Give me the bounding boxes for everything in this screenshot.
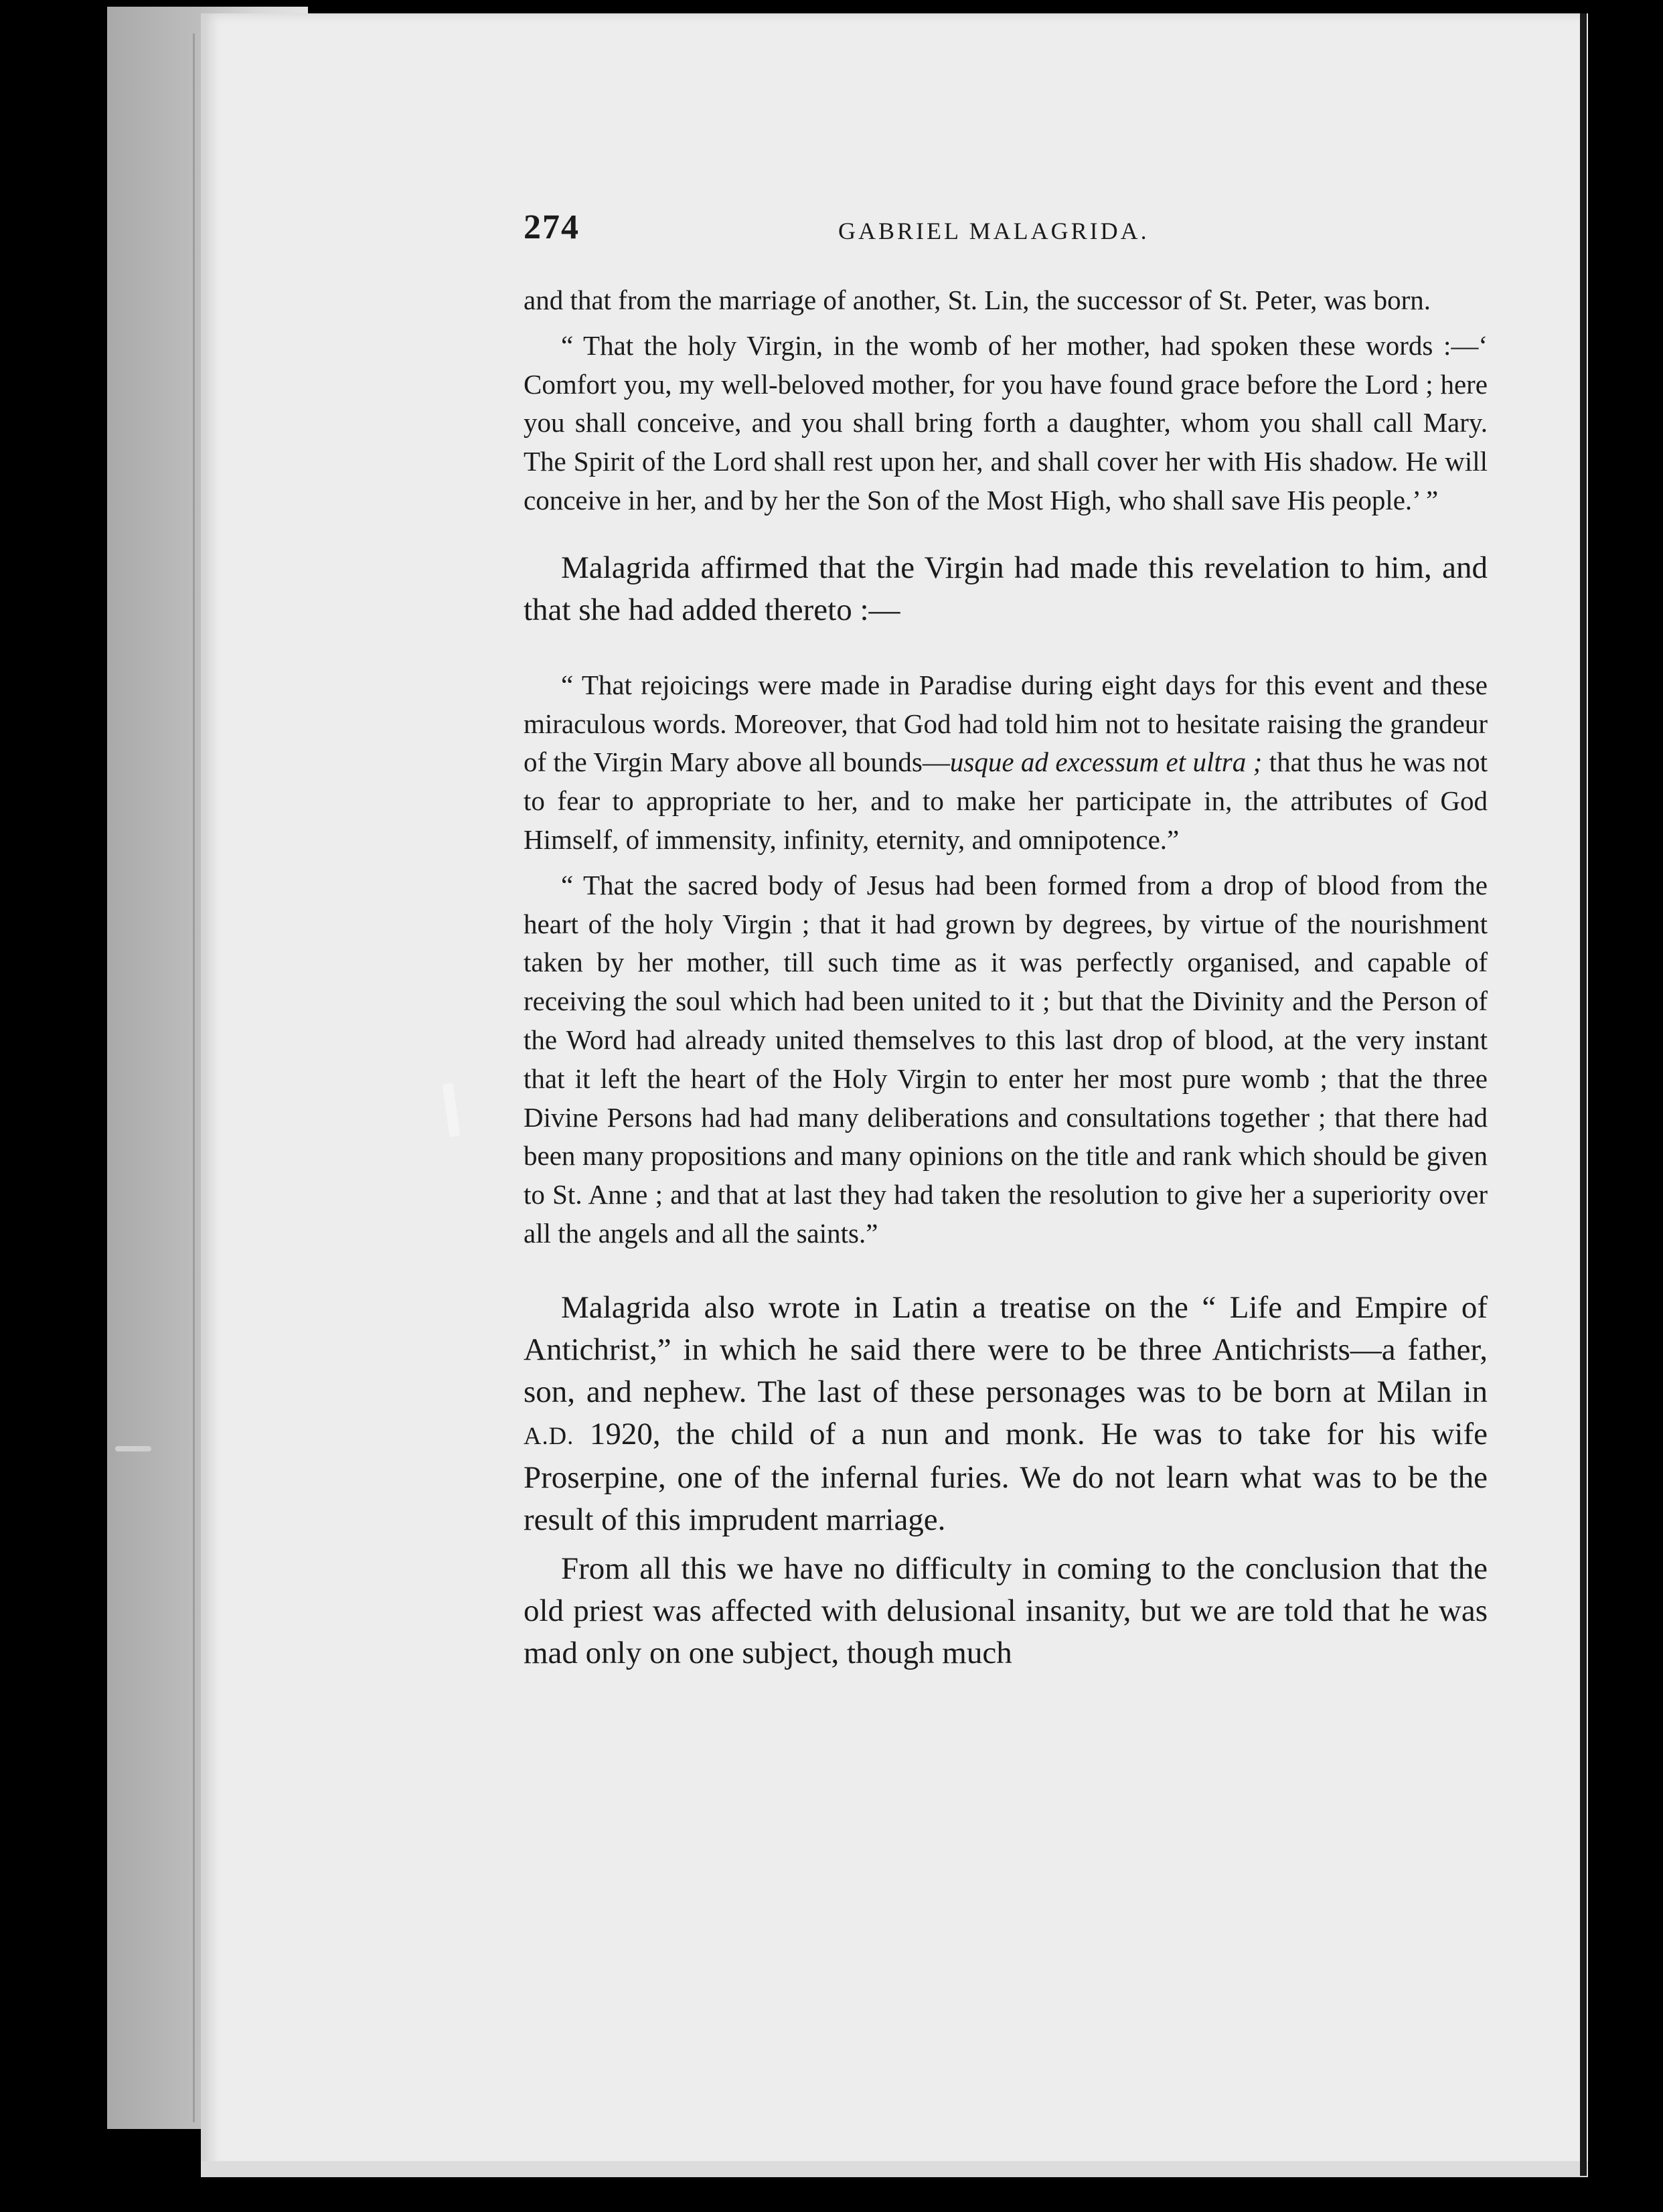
quote-text: that thus he was not to fear to appropriate to her, and to make her participate in, the attributes of God Himself, of immensity, infinity, eternity, and omnipotence.”	[524, 746, 1488, 855]
paragraph-text: Malagrida also wrote in Latin a treatise on the “ Life and Empire of Antichrist,” in which he said there were to be three Antichrists—a father, son, and nephew. The last of these personages was to be born at Milan in	[524, 1289, 1488, 1409]
page-right-shadow	[1580, 13, 1587, 2176]
quote-paragraph: “ That the holy Virgin, in the womb of her mother, had spoken these words :—‘ Comfort you, my well-beloved mother, for you have found grace before the Lord ; here you shall conceive, and you shall bring forth a daughter, whom you shall call Mary. The Spirit of the Lord shall rest upon her, and shall cover her with His shadow. He will conceive in her, and by her the Son of the Most High, who shall save His people.’ ”	[524, 329, 1488, 516]
paragraph	[524, 1287, 1488, 1541]
latin-phrase: usque ad excessum et ultra ;	[949, 746, 1263, 778]
paragraph: From all this we have no difficulty in coming to the conclusion that the old priest was affected with delusional insanity, but we are told that he was mad only on one subject, though much	[524, 1551, 1488, 1670]
page-edge-line	[193, 33, 195, 2122]
quote-text: “ That rejoicings were made in Paradise during eight days for this event and these miraculous words. Moreover, that God had told him not to hesitate raising the grandeur of the Virgin Mary above all bounds—	[524, 669, 1488, 778]
paragraph-continuation: and that from the marriage of another, St. Lin, the successor of St. Peter, was born.	[524, 285, 1431, 315]
quote-paragraph	[524, 666, 1488, 860]
page-number: 274	[524, 208, 580, 246]
quote-paragraph: “ That the sacred body of Jesus had been formed from a drop of blood from the heart of the holy Virgin ; that it had grown by degrees, by virtue of the nourishment taken by her mother, till such time as it was perfectly organised, and capable of receiving the soul which had been united to it ; but that the Divinity and the Person of the Word had already united themselves to this last drop of blood, at the very instant that it left the heart of the Holy Virgin to enter her most pure womb ; that the three Divine Persons had had many deliberations and consultations together ; that there had been many propositions and many opinions on the title and rank which should be given to St. Anne ; and that at last they had taken the resolution to give her a superiority over all the angels and all the saints.”	[524, 869, 1488, 1249]
paragraph-text: 1920, the child of a nun and monk. He was to take for his wife Proserpine, one of the infernal furies. We do not learn what was to be the result of this imprudent marriage.	[524, 1416, 1488, 1537]
page-body	[524, 281, 1488, 1674]
scan-artifact	[115, 1446, 151, 1451]
running-title: GABRIEL MALAGRIDA.	[838, 218, 1150, 244]
page-bottom-edge	[201, 2161, 1588, 2177]
paragraph: Malagrida affirmed that the Virgin had made this revelation to him, and that she had added thereto :—	[524, 550, 1488, 627]
page-header	[524, 208, 1488, 248]
era-abbreviation: A.D.	[524, 1421, 574, 1449]
